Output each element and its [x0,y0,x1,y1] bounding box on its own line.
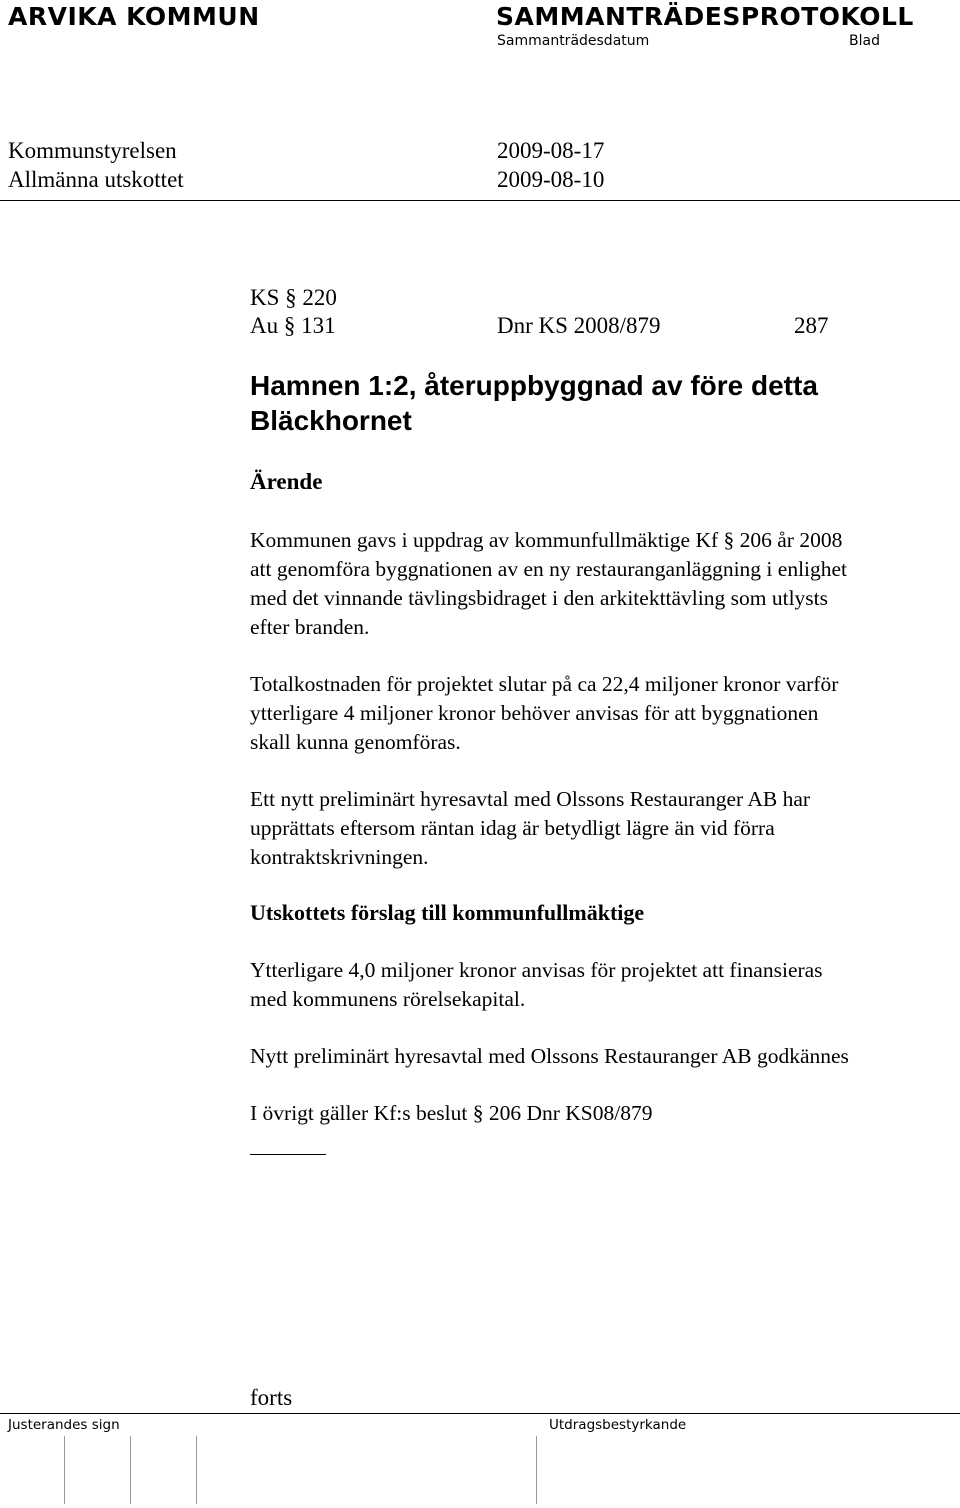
arende-heading: Ärende [250,469,323,494]
meeting-date-label: Sammanträdesdatum [497,33,650,49]
au-paragraph-ref: Au § 131 [250,313,336,338]
signature-box-divider [130,1436,131,1504]
proposal-paragraph-3 [250,1099,950,1128]
meeting-body-1: Kommunstyrelsen [8,138,177,163]
footer-divider [0,1413,960,1414]
text-line: Totalkostnaden för projektet slutar på ca 22,4 miljoner kronor varför [250,672,839,696]
text-line: med det vinnande tävlingsbidraget i den arkitekttävling som utlysts [250,586,829,610]
arende-paragraph-3 [250,785,950,872]
page-label: Blad [849,33,880,49]
meeting-date-1: 2009-08-17 [497,138,605,163]
proposal-paragraph-2 [250,1042,950,1071]
text-line: ytterligare 4 miljoner kronor behöver anvisas för att byggnationen [250,701,819,725]
text-line: att genomföra byggnationen av en ny restauranganläggning i enlighet [250,557,848,581]
signature-box-divider [64,1436,65,1504]
signature-box-divider [196,1436,197,1504]
diary-number: Dnr KS 2008/879 [497,313,661,338]
text-line: Nytt preliminärt hyresavtal med Olssons Restauranger AB godkännes [250,1044,849,1068]
end-rule [250,1154,326,1155]
case-title-line-2: Bläckhornet [250,405,412,436]
document-type: SAMMANTRÄDESPROTOKOLL [496,2,914,31]
text-line: kontraktskrivningen. [250,845,429,869]
page-number: 287 [794,313,829,338]
header-divider [0,200,960,201]
proposal-paragraph-1 [250,956,950,1014]
arende-paragraph-1 [250,526,950,642]
signature-label: Justerandes sign [8,1417,120,1433]
text-line: efter branden. [250,615,370,639]
meeting-date-2: 2009-08-10 [497,167,605,192]
text-line: Kommunen gavs i uppdrag av kommunfullmäktige Kf § 206 år 2008 [250,528,843,552]
text-line: skall kunna genomföras. [250,730,461,754]
certification-label: Utdragsbestyrkande [549,1417,687,1433]
signature-box-divider [536,1436,537,1504]
proposal-heading: Utskottets förslag till kommunfullmäktige [250,900,645,925]
text-line: med kommunens rörelsekapital. [250,987,526,1011]
case-title-line-1: Hamnen 1:2, återuppbyggnad av före detta [250,370,818,401]
text-line: I övrigt gäller Kf:s beslut § 206 Dnr KS08/879 [250,1101,653,1125]
org-name: ARVIKA KOMMUN [8,2,260,31]
arende-paragraph-2 [250,670,950,757]
ks-paragraph-ref: KS § 220 [250,285,337,310]
text-line: Ett nytt preliminärt hyresavtal med Olssons Restauranger AB har [250,787,811,811]
text-line: Ytterligare 4,0 miljoner kronor anvisas för projektet att finansieras [250,958,823,982]
meeting-body-2: Allmänna utskottet [8,167,184,192]
continued-marker: forts [250,1385,293,1410]
text-line: upprättats eftersom räntan idag är betydligt lägre än vid förra [250,816,775,840]
